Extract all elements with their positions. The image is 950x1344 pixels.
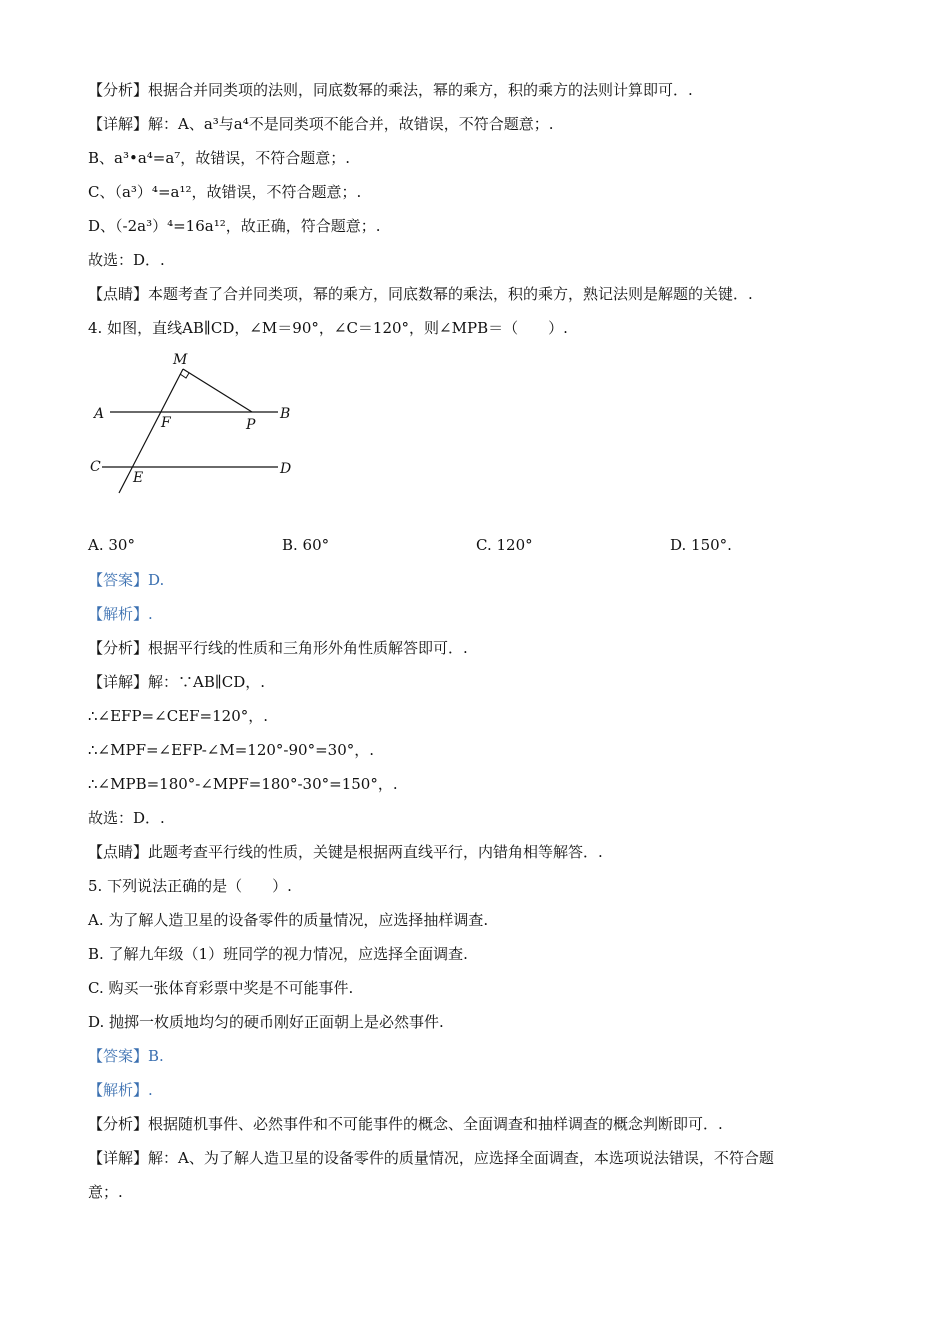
label-b: B xyxy=(280,406,291,422)
line-me xyxy=(119,369,183,493)
q5-option-b: B. 了解九年级（1）班同学的视力情况，应选择全面调查. xyxy=(88,945,468,963)
q3-option-c: C、（a³）⁴=a¹²，故错误，不符合题意；. xyxy=(88,183,362,201)
q4-fenxi: 【分析】根据平行线的性质和三角形外角性质解答即可．. xyxy=(88,639,468,657)
q5-xiangjie-cont: 意；. xyxy=(88,1183,123,1201)
q4-option-b: B. 60° xyxy=(282,536,330,554)
label-c: C xyxy=(90,459,101,475)
q3-xiangjie: 【详解】解：A、a³与a⁴不是同类项不能合并，故错误，不符合题意；. xyxy=(88,115,554,133)
q5-answer: 【答案】B. xyxy=(88,1047,164,1065)
q4-answer: 【答案】D. xyxy=(88,571,165,589)
label-e: E xyxy=(133,470,144,486)
q5-option-c: C. 购买一张体育彩票中奖是不可能事件. xyxy=(88,979,354,997)
label-f: F xyxy=(161,415,171,431)
q4-option-d: D. 150°. xyxy=(670,536,732,554)
label-p: P xyxy=(246,417,256,433)
q4-step-3: ∴∠MPB=180°-∠MPF=180°-30°=150°，. xyxy=(88,775,398,793)
q5-stem: 5. 下列说法正确的是（ ）. xyxy=(88,877,292,895)
q3-option-d: D、（-2a³）⁴=16a¹²，故正确，符合题意；. xyxy=(88,217,381,235)
right-angle-mark xyxy=(180,373,189,378)
line-mp xyxy=(183,369,252,412)
label-d: D xyxy=(280,461,292,477)
q5-xiangjie: 【详解】解：A、为了解人造卫星的设备零件的质量情况，应选择全面调查，本选项说法错误，不符合题 xyxy=(88,1149,774,1167)
q4-step-2: ∴∠MPF=∠EFP-∠M=120°-90°=30°，. xyxy=(88,741,375,759)
q3-guxuan: 故选：D．. xyxy=(88,251,165,269)
q4-dianjing: 【点睛】此题考查平行线的性质，关键是根据两直线平行，内错角相等解答．. xyxy=(88,843,603,861)
q4-xiangjie: 【详解】解：∵AB∥CD，. xyxy=(88,673,266,691)
q3-fenxi: 【分析】根据合并同类项的法则，同底数幂的乘法，幂的乘方，积的乘方的法则计算即可．. xyxy=(88,81,693,99)
label-m: M xyxy=(173,352,188,368)
q5-option-a: A. 为了解人造卫星的设备零件的质量情况，应选择抽样调查. xyxy=(88,911,489,929)
q4-option-c: C. 120° xyxy=(476,536,533,554)
q3-dianjing: 【点睛】本题考查了合并同类项，幂的乘方，同底数幂的乘法，积的乘方，熟记法则是解题的关键．. xyxy=(88,285,753,303)
q4-options xyxy=(88,536,848,556)
q4-jiexi: 【解析】. xyxy=(88,605,153,623)
q4-stem: 4. 如图，直线AB∥CD，∠M＝90°，∠C＝120°，则∠MPB＝（ ）. xyxy=(88,319,568,337)
q4-step-1: ∴∠EFP=∠CEF=120°，. xyxy=(88,707,269,725)
q5-fenxi: 【分析】根据随机事件、必然事件和不可能事件的概念、全面调查和抽样调查的概念判断即可．. xyxy=(88,1115,723,1133)
q5-jiexi: 【解析】. xyxy=(88,1081,153,1099)
q3-option-b: B、a³•a⁴=a⁷，故错误，不符合题意；. xyxy=(88,149,351,167)
q4-geometry-figure xyxy=(88,350,308,500)
label-a: A xyxy=(94,406,105,422)
q4-option-a: A. 30° xyxy=(88,536,135,554)
q5-option-d: D. 抛掷一枚质地均匀的硬币刚好正面朝上是必然事件. xyxy=(88,1013,444,1031)
q4-guxuan: 故选：D．. xyxy=(88,809,165,827)
